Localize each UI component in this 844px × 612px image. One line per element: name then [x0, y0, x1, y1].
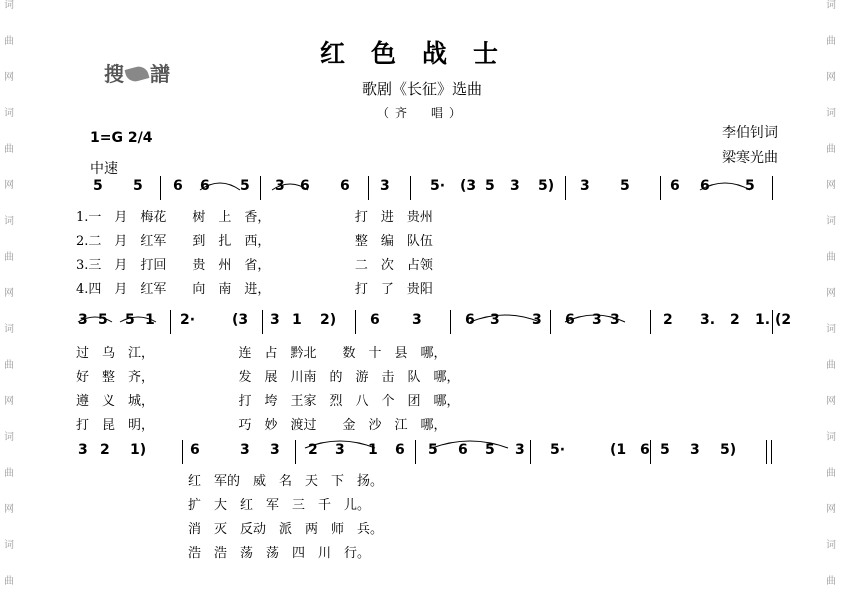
- watermark-glyph: 网: [826, 180, 836, 191]
- note: 3: [490, 312, 500, 328]
- watermark-glyph: 网: [4, 396, 14, 407]
- watermark-glyph: 词: [4, 0, 14, 11]
- slur: [470, 315, 540, 322]
- watermark-glyph: 曲: [4, 468, 14, 479]
- key-signature: 1=G 2/4: [90, 130, 153, 146]
- note: 5: [428, 442, 438, 458]
- watermark-glyph: 曲: [4, 576, 14, 587]
- note: 5: [240, 178, 250, 194]
- note: 3: [610, 312, 620, 328]
- note: 3.: [700, 312, 716, 328]
- note: 6: [565, 312, 575, 328]
- lyric-line: 扩 大 红 军 三 千 儿。: [188, 498, 371, 513]
- note: (1: [610, 442, 627, 458]
- watermark-glyph: 网: [826, 504, 836, 515]
- slur: [272, 184, 308, 190]
- watermark-glyph: 词: [826, 540, 836, 551]
- note: 6: [395, 442, 405, 458]
- watermark-glyph: 曲: [4, 252, 14, 263]
- note: 5): [538, 178, 555, 194]
- note: 5: [745, 178, 755, 194]
- watermark-glyph: 词: [826, 432, 836, 443]
- watermark-glyph: 词: [4, 324, 14, 335]
- lyric-line: 遵 义 城， 打 垮 王家 烈 八 个 团 哪，: [76, 394, 460, 409]
- watermark-glyph: 词: [4, 432, 14, 443]
- composer: 梁寒光曲: [722, 150, 778, 166]
- watermark-glyph: 网: [4, 180, 14, 191]
- note: 6: [370, 312, 380, 328]
- note: 6: [640, 442, 650, 458]
- note: 6: [300, 178, 310, 194]
- note: (2: [775, 312, 792, 328]
- watermark-glyph: 曲: [826, 144, 836, 155]
- note: 5·: [550, 442, 566, 458]
- note: 2·: [180, 312, 196, 328]
- watermark-glyph: 词: [826, 216, 836, 227]
- watermark-glyph: 网: [826, 288, 836, 299]
- performance-note: （齐 唱）: [376, 106, 467, 120]
- note: 2): [320, 312, 337, 328]
- lyric-line: 过 乌 江， 连 占 黔北 数 十 县 哪，: [76, 346, 447, 361]
- watermark-glyph: 词: [4, 108, 14, 119]
- song-title: 红色战士: [319, 39, 524, 68]
- note: 3: [532, 312, 542, 328]
- slur: [120, 317, 156, 322]
- lyric-line: 1.一 月 梅花 树 上 香， 打 进 贵州: [76, 210, 433, 225]
- note: 3: [275, 178, 285, 194]
- note: 5: [133, 178, 143, 194]
- note: 3: [592, 312, 602, 328]
- note: 5): [720, 442, 737, 458]
- watermark-glyph: 曲: [826, 252, 836, 263]
- watermark-glyph: 曲: [826, 468, 836, 479]
- tempo-marking: 中速: [90, 161, 118, 177]
- note: 5: [98, 312, 108, 328]
- note: 5: [93, 178, 103, 194]
- watermark-glyph: 曲: [826, 36, 836, 47]
- lyric-line: 2.二 月 红军 到 扎 西， 整 编 队伍: [76, 234, 433, 249]
- lyric-line: 红 军的 威 名 天 下 扬。: [188, 474, 384, 489]
- watermark-glyph: 词: [4, 540, 14, 551]
- watermark-glyph: 词: [826, 108, 836, 119]
- watermark-glyph: 曲: [4, 36, 14, 47]
- note: 6: [173, 178, 183, 194]
- note: 6: [190, 442, 200, 458]
- slur: [200, 183, 240, 190]
- note: 3: [78, 442, 88, 458]
- slur: [565, 315, 625, 322]
- watermark-glyph: 网: [826, 396, 836, 407]
- note: 1: [145, 312, 155, 328]
- note: 5: [485, 442, 495, 458]
- song-subtitle: 歌剧《长征》选曲: [361, 80, 482, 98]
- lyric-line: 好 整 齐， 发 展 川南 的 游 击 队 哪，: [76, 370, 460, 385]
- note: 5·: [430, 178, 446, 194]
- watermark-glyph: 曲: [4, 144, 14, 155]
- slur: [305, 441, 375, 448]
- note: 6: [340, 178, 350, 194]
- watermark-glyph: 曲: [4, 360, 14, 371]
- lyric-line: 消 灭 反动 派 两 师 兵。: [188, 522, 384, 537]
- note: 5: [660, 442, 670, 458]
- note: 3: [580, 178, 590, 194]
- slur: [78, 317, 112, 322]
- note: 5: [620, 178, 630, 194]
- note: 3: [335, 442, 345, 458]
- note: 1): [130, 442, 147, 458]
- note: 5: [125, 312, 135, 328]
- note: 3: [510, 178, 520, 194]
- lyric-line: 4.四 月 红军 向 南 进， 打 了 贵阳: [76, 282, 433, 297]
- note: 2: [308, 442, 318, 458]
- slur: [700, 183, 750, 190]
- note: 6: [465, 312, 475, 328]
- note: 2: [730, 312, 740, 328]
- note: 3: [380, 178, 390, 194]
- slur: [432, 441, 508, 448]
- note: 1: [292, 312, 302, 328]
- note: 1.: [755, 312, 771, 328]
- watermark-glyph: 网: [4, 504, 14, 515]
- note: 3: [690, 442, 700, 458]
- watermark-glyph: 词: [826, 324, 836, 335]
- watermark-glyph: 曲: [826, 360, 836, 371]
- lyric-line: 3.三 月 打回 贵 州 省， 二 次 占领: [76, 258, 433, 273]
- watermark-glyph: 曲: [826, 576, 836, 587]
- note: 2: [663, 312, 673, 328]
- note: (3: [232, 312, 249, 328]
- lyric-line: 浩 浩 荡 荡 四 川 行。: [188, 546, 371, 561]
- watermark-glyph: 网: [4, 72, 14, 83]
- watermark-glyph: 网: [826, 72, 836, 83]
- note: 6: [200, 178, 210, 194]
- sopu-logo: 搜 譜: [104, 62, 170, 86]
- note: 1: [368, 442, 378, 458]
- note: 3: [240, 442, 250, 458]
- note: 3: [412, 312, 422, 328]
- note: 3: [78, 312, 88, 328]
- note: 6: [458, 442, 468, 458]
- note: 6: [700, 178, 710, 194]
- lyric-line: 打 昆 明， 巧 妙 渡过 金 沙 江 哪，: [76, 418, 447, 433]
- watermark-glyph: 网: [4, 288, 14, 299]
- note: 5: [485, 178, 495, 194]
- watermark-glyph: 词: [4, 216, 14, 227]
- lyricist: 李伯钊词: [722, 125, 778, 141]
- note: 3: [270, 442, 280, 458]
- note: 3: [515, 442, 525, 458]
- note: 2: [100, 442, 110, 458]
- note: 6: [670, 178, 680, 194]
- note: (3: [460, 178, 477, 194]
- note: 3: [270, 312, 280, 328]
- watermark-glyph: 词: [826, 0, 836, 11]
